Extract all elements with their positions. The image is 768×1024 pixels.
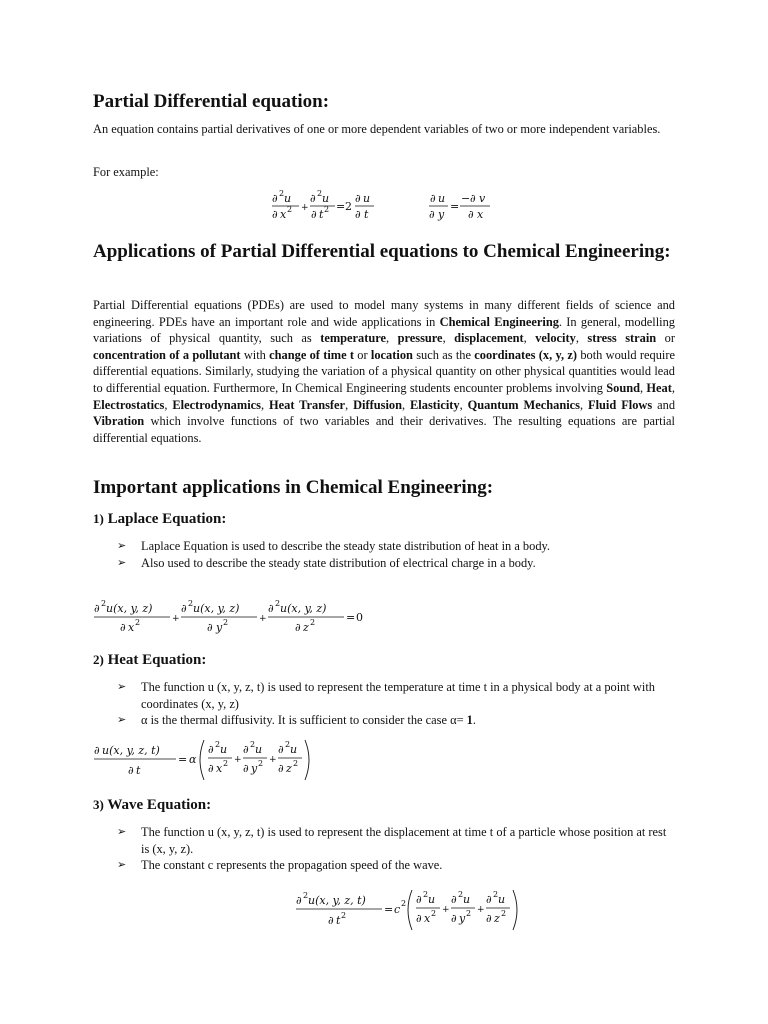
list-item: ➢ The function u (x, y, z, t) is used to represent the temperature at time t in a physical body at a point with coordinates (x, y, z) xyxy=(117,680,655,711)
svg-text:∂: ∂ xyxy=(451,893,457,906)
list-item: ➢ The constant c represents the propagation speed of the wave. xyxy=(117,858,443,873)
svg-text:u: u xyxy=(438,192,446,205)
svg-text:2: 2 xyxy=(493,890,499,899)
svg-text:+: + xyxy=(172,614,180,624)
svg-text:x: x xyxy=(280,208,287,221)
bold-term: Vibration xyxy=(93,414,145,429)
svg-text:∂: ∂ xyxy=(120,621,126,634)
svg-text:2: 2 xyxy=(310,618,316,627)
text-run: , xyxy=(345,397,354,412)
svg-text:∂: ∂ xyxy=(295,621,301,634)
svg-text:=: = xyxy=(384,903,394,916)
svg-text:2: 2 xyxy=(287,205,293,214)
svg-text:∂: ∂ xyxy=(416,912,422,925)
svg-text:2: 2 xyxy=(501,909,507,918)
svg-text:c: c xyxy=(394,903,401,916)
svg-text:∂: ∂ xyxy=(272,192,278,205)
svg-text:=: = xyxy=(178,753,188,766)
svg-text:2: 2 xyxy=(101,599,107,608)
svg-text:v: v xyxy=(479,192,486,205)
bold-term: change of time t xyxy=(269,347,355,362)
svg-text:t: t xyxy=(364,208,369,221)
svg-text:+: + xyxy=(234,755,242,765)
svg-text:+: + xyxy=(269,755,277,765)
svg-text:t: t xyxy=(136,764,141,777)
example-equation-first-order xyxy=(428,190,508,230)
svg-text:∂: ∂ xyxy=(470,192,476,205)
text-run: with xyxy=(240,347,270,362)
bold-term: Diffusion xyxy=(353,397,402,412)
svg-text:z: z xyxy=(494,912,500,925)
wave-bullets xyxy=(117,824,675,874)
text-run: and xyxy=(652,397,676,412)
text-run: or xyxy=(656,331,675,346)
example-label: For example: xyxy=(93,165,159,179)
svg-text:2: 2 xyxy=(324,205,330,214)
svg-text:∂: ∂ xyxy=(128,764,134,777)
example-equation-heat xyxy=(270,190,400,230)
svg-text:∂: ∂ xyxy=(208,743,214,756)
svg-text:u(x, y, z): u(x, y, z) xyxy=(193,602,240,615)
text-run: , xyxy=(575,331,588,346)
svg-text:u(x, y, z, t): u(x, y, z, t) xyxy=(102,744,160,757)
bold-term: concentration of a pollutant xyxy=(93,347,241,362)
svg-text:∂: ∂ xyxy=(430,192,436,205)
svg-text:2: 2 xyxy=(215,740,221,749)
svg-text:2: 2 xyxy=(250,740,256,749)
laplace-heading: 1) Laplace Equation: xyxy=(93,511,227,527)
svg-text:∂: ∂ xyxy=(328,914,334,927)
svg-text:2: 2 xyxy=(341,911,347,920)
applications-heading: Applications of Partial Differential equations to Chemical Engineering: xyxy=(93,241,671,262)
wave-equation xyxy=(294,888,534,936)
svg-text:∂: ∂ xyxy=(278,762,284,775)
svg-text:y: y xyxy=(438,208,445,221)
svg-text:∂: ∂ xyxy=(181,602,187,615)
svg-text:2: 2 xyxy=(285,740,291,749)
bold-term: Electrostatics xyxy=(93,397,165,412)
svg-text:∂: ∂ xyxy=(272,208,278,221)
svg-text:=: = xyxy=(336,200,346,213)
bold-term: Fluid Flows xyxy=(588,397,653,412)
text-run: or xyxy=(354,347,371,362)
text-run: , xyxy=(579,397,589,412)
svg-text:∂: ∂ xyxy=(296,894,302,907)
bold-term: Elasticity xyxy=(410,397,460,412)
svg-text:∂: ∂ xyxy=(208,762,214,775)
svg-text:∂: ∂ xyxy=(243,743,249,756)
intro-paragraph: An equation contains partial derivatives of one or more dependent variables of two or more independent variables. xyxy=(93,122,661,136)
svg-text:y: y xyxy=(251,762,258,775)
svg-text:2: 2 xyxy=(303,891,309,900)
svg-text:2: 2 xyxy=(466,909,472,918)
text-run: . In general, modelling variations of physical quantity, such as xyxy=(93,314,675,346)
bold-term: Heat Transfer xyxy=(269,397,346,412)
svg-text:2: 2 xyxy=(431,909,437,918)
svg-text:x: x xyxy=(424,912,431,925)
svg-text:2: 2 xyxy=(275,599,281,608)
svg-text:2: 2 xyxy=(135,618,141,627)
important-heading: Important applications in Chemical Engineering: xyxy=(93,477,494,498)
svg-text:∂: ∂ xyxy=(268,602,274,615)
text-run: , xyxy=(671,380,675,395)
svg-text:=: = xyxy=(450,200,460,213)
svg-text:+: + xyxy=(301,203,309,213)
text-run: , xyxy=(442,331,455,346)
text-run: , xyxy=(523,331,536,346)
text-run: , xyxy=(260,397,269,412)
svg-text:2: 2 xyxy=(345,200,352,213)
svg-text:2: 2 xyxy=(188,599,194,608)
svg-text:z: z xyxy=(303,621,309,634)
svg-text:∂: ∂ xyxy=(94,744,100,757)
bold-term: Sound xyxy=(606,380,640,395)
svg-text:2: 2 xyxy=(223,618,229,627)
svg-text:2: 2 xyxy=(458,890,464,899)
bold-term: displacement xyxy=(454,331,524,346)
bold-term: Chemical Engineering xyxy=(439,314,559,329)
svg-text:u(x, y, z): u(x, y, z) xyxy=(106,602,153,615)
heat-heading: 2) Heat Equation: xyxy=(93,652,207,668)
bold-term: location xyxy=(370,347,413,362)
bold-term: stress strain xyxy=(587,331,657,346)
svg-text:u: u xyxy=(255,743,263,756)
svg-text:∂: ∂ xyxy=(94,602,100,615)
svg-text:2: 2 xyxy=(401,899,407,908)
svg-text:2: 2 xyxy=(223,759,229,768)
text-run: , xyxy=(459,397,468,412)
svg-text:+: + xyxy=(259,614,267,624)
bold-term: Quantum Mechanics xyxy=(467,397,580,412)
svg-text:u: u xyxy=(290,743,298,756)
arrow-bullet-icon: ➢ xyxy=(117,859,127,872)
svg-text:x: x xyxy=(477,208,484,221)
svg-text:∂: ∂ xyxy=(486,912,492,925)
arrow-bullet-icon: ➢ xyxy=(117,556,127,569)
arrow-bullet-icon: ➢ xyxy=(117,540,127,552)
text-run: Partial Differential equations (PDEs) are used to model many systems in many different fields of science and engineering. PDEs have an important role and wide applications in xyxy=(93,298,675,329)
svg-text:2: 2 xyxy=(423,890,429,899)
svg-text:2: 2 xyxy=(293,759,299,768)
svg-text:α: α xyxy=(189,753,197,766)
arrow-bullet-icon: ➢ xyxy=(117,826,127,838)
text-run: such as the xyxy=(412,347,475,362)
bold-term: pressure xyxy=(397,331,443,346)
svg-text:u: u xyxy=(498,893,506,906)
svg-text:∂: ∂ xyxy=(429,208,435,221)
svg-text:x: x xyxy=(128,621,135,634)
svg-text:−: − xyxy=(461,192,471,205)
svg-text:2: 2 xyxy=(258,759,264,768)
bold-term: Heat xyxy=(646,380,672,395)
svg-text:∂: ∂ xyxy=(207,621,213,634)
svg-text:u: u xyxy=(428,893,436,906)
wave-heading: 3) Wave Equation: xyxy=(93,797,212,813)
svg-text:y: y xyxy=(216,621,223,634)
svg-text:∂: ∂ xyxy=(243,762,249,775)
list-item: ➢ The function u (x, y, z, t) is used to represent the displacement at time t of a particle whose position at rest is (x, y, z). xyxy=(117,825,667,856)
svg-text:0: 0 xyxy=(356,611,363,624)
svg-text:u(x, y, z, t): u(x, y, z, t) xyxy=(308,894,366,907)
arrow-bullet-icon: ➢ xyxy=(117,714,127,727)
svg-text:2: 2 xyxy=(317,189,323,198)
list-item: ➢ Also used to describe the steady state distribution of electrical charge in a body. xyxy=(117,555,536,570)
svg-text:y: y xyxy=(459,912,466,925)
svg-text:∂: ∂ xyxy=(278,743,284,756)
svg-text:∂: ∂ xyxy=(451,912,457,925)
bold-term: Electrodynamics xyxy=(172,397,261,412)
bold-term: coordinates (x, y, z) xyxy=(474,347,578,362)
laplace-equation xyxy=(92,598,382,640)
heat-equation xyxy=(92,738,332,786)
page-title: Partial Differential equation: xyxy=(93,91,330,112)
svg-text:x: x xyxy=(216,762,223,775)
svg-text:+: + xyxy=(477,905,485,915)
svg-text:+: + xyxy=(442,905,450,915)
svg-text:∂: ∂ xyxy=(416,893,422,906)
svg-text:u: u xyxy=(220,743,228,756)
svg-text:∂: ∂ xyxy=(355,208,361,221)
svg-text:∂: ∂ xyxy=(355,192,361,205)
svg-text:u: u xyxy=(463,893,471,906)
text-run: , xyxy=(402,397,411,412)
list-item: ➢ Laplace Equation is used to describe the steady state distribution of heat in a body. xyxy=(117,539,551,553)
svg-text:u: u xyxy=(363,192,371,205)
text-run: , xyxy=(386,331,398,346)
svg-text:u(x, y, z): u(x, y, z) xyxy=(280,602,327,615)
svg-text:t: t xyxy=(319,208,324,221)
svg-text:∂: ∂ xyxy=(486,893,492,906)
applications-paragraph xyxy=(93,297,675,446)
text-run: both would require differential equations. Similarly, studying the variation of a physical quantity on other physical quantities would lead to differential equation. Furthermore, In Chemical Engineering students encounter problems involving xyxy=(93,347,675,395)
svg-text:∂: ∂ xyxy=(310,192,316,205)
svg-text:=: = xyxy=(346,611,356,624)
svg-text:∂: ∂ xyxy=(468,208,474,221)
svg-text:2: 2 xyxy=(279,189,285,198)
list-item: ➢ α is the thermal diffusivity. It is sufficient to consider the case α= 1. xyxy=(117,713,476,728)
text-run: , xyxy=(164,397,173,412)
svg-text:∂: ∂ xyxy=(311,208,317,221)
svg-text:u: u xyxy=(322,192,330,205)
text-run: which involve functions of two variables and their derivatives. The resulting equations are partial differential equations. xyxy=(93,414,675,445)
text-run: , xyxy=(640,380,647,395)
arrow-bullet-icon: ➢ xyxy=(117,681,127,693)
svg-text:u: u xyxy=(284,192,292,205)
svg-text:z: z xyxy=(286,762,292,775)
heat-bullets xyxy=(117,679,675,729)
bold-term: velocity xyxy=(535,331,576,346)
bold-term: temperature xyxy=(320,331,387,346)
laplace-bullets xyxy=(117,538,675,571)
svg-text:t: t xyxy=(336,914,341,927)
